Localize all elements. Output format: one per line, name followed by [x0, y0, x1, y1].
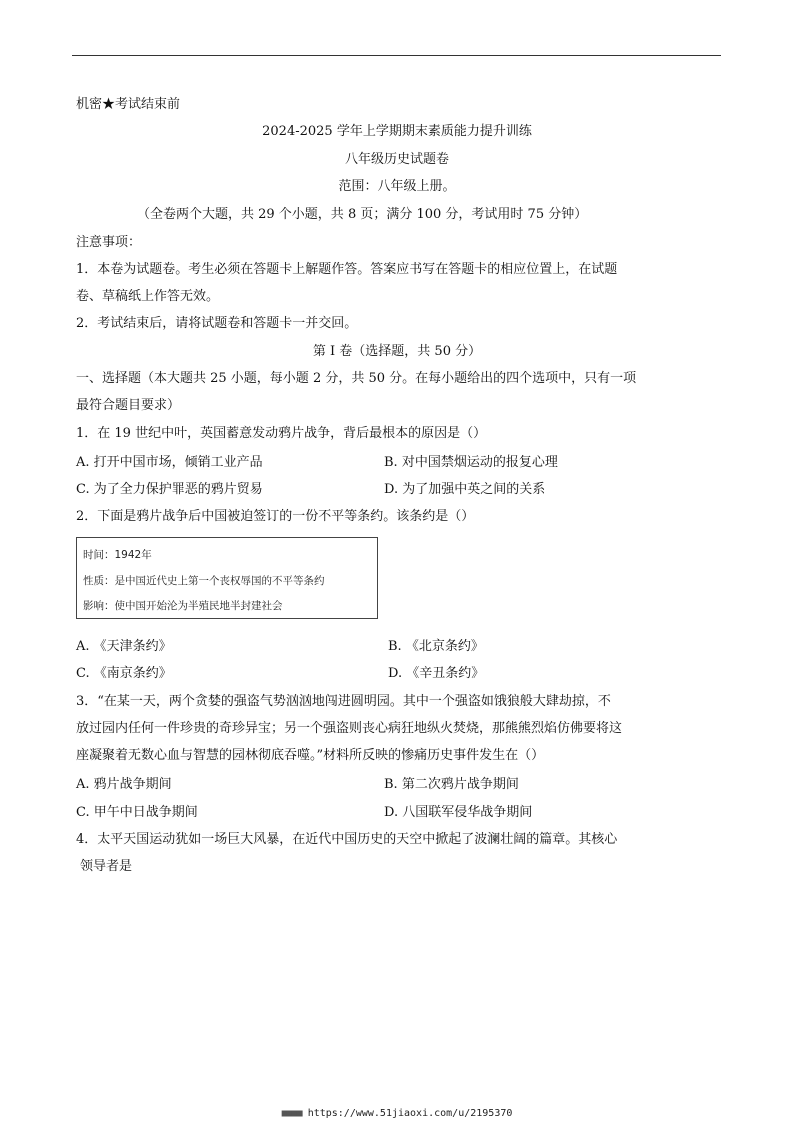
question-3-option-a: A. 鸦片战争期间	[76, 777, 172, 792]
question-3-stem-cont-2: 座凝聚着无数心血与智慧的园林彻底吞噬。”材料所反映的惨痛历史事件发生在（）	[76, 748, 545, 763]
footer-watermark	[0, 1108, 794, 1119]
notes-item-2: 2．考试结束后，请将试题卷和答题卡一并交回。	[76, 316, 358, 331]
question-2-option-d: D. 《辛丑条约》	[388, 666, 485, 681]
question-3-option-b: B. 第二次鸦片战争期间	[384, 777, 519, 792]
notes-item-1-cont: 卷、草稿纸上作答无效。	[76, 289, 220, 304]
exam-subtitle: 八年级历史试题卷	[344, 152, 449, 167]
question-3-stem-cont-1: 放过园内任何一件珍贵的奇珍异宝；另一个强盗则丧心病狂地纵火焚烧，那熊熊烈焰仿佛要将这	[76, 721, 623, 736]
question-3-stem: 3．“在某一天，两个贪婪的强盗气势汹汹地闯进圆明园。其中一个强盗如饿狼般大肆劫掠，不	[76, 694, 611, 709]
volume-heading: 第 I 卷（选择题，共 50 分）	[312, 344, 482, 359]
footer-dots: ■■■■	[281, 1108, 302, 1119]
exam-scope: 范围：八年级上册。	[338, 179, 456, 194]
top-divider	[72, 55, 721, 56]
section-heading-cont: 最符合题目要求）	[76, 398, 181, 413]
question-4-stem: 4．太平天国运动犹如一场巨大风暴，在近代中国历史的天空中掀起了波澜壮阔的篇章。其核心	[76, 832, 618, 847]
exam-summary: （全卷两个大题，共 29 个小题，共 8 页；满分 100 分，考试用时 75 分钟）	[137, 207, 588, 222]
question-3-option-d: D. 八国联军侵华战争期间	[384, 805, 533, 820]
question-2-option-a: A. 《天津条约》	[76, 639, 172, 654]
question-2-stem: 2．下面是鸦片战争后中国被迫签订的一份不平等条约。该条约是（）	[76, 509, 475, 524]
footer-url[interactable]: https://www.51jiaoxi.com/u/2195370	[307, 1108, 513, 1119]
notes-item-1: 1．本卷为试题卷。考生必须在答题卡上解题作答。答案应书写在答题卡的相应位置上，在试题	[76, 262, 618, 277]
question-3-option-c: C. 甲午中日战争期间	[76, 805, 198, 820]
question-1-option-b: B. 对中国禁烟运动的报复心理	[384, 455, 558, 470]
question-2-option-b: B. 《北京条约》	[388, 639, 484, 654]
question-1-option-a: A. 打开中国市场，倾销工业产品	[76, 455, 263, 470]
info-box-time: 时间：1942年	[83, 549, 152, 561]
question-1-option-d: D. 为了加强中英之间的关系	[384, 482, 546, 497]
section-heading: 一、选择题（本大题共 25 小题，每小题 2 分，共 50 分。在每小题给出的四个选项中，只有一项	[76, 371, 637, 386]
exam-title: 2024-2025 学年上学期期末素质能力提升训练	[262, 124, 532, 139]
question-4-stem-cont: 领导者是	[80, 859, 133, 874]
info-box-nature: 性质：是中国近代史上第一个丧权辱国的不平等条约	[83, 575, 325, 587]
question-1-option-c: C. 为了全力保护罪恶的鸦片贸易	[76, 482, 263, 497]
question-1-stem: 1．在 19 世纪中叶，英国蓄意发动鸦片战争，背后最根本的原因是（）	[76, 426, 487, 441]
info-box-effect: 影响：使中国开始沦为半殖民地半封建社会	[83, 600, 283, 612]
secret-mark: 机密★考试结束前	[76, 97, 181, 112]
question-2-option-c: C. 《南京条约》	[76, 666, 172, 681]
question-2-info-box	[76, 537, 378, 619]
notes-heading: 注意事项：	[76, 235, 142, 250]
